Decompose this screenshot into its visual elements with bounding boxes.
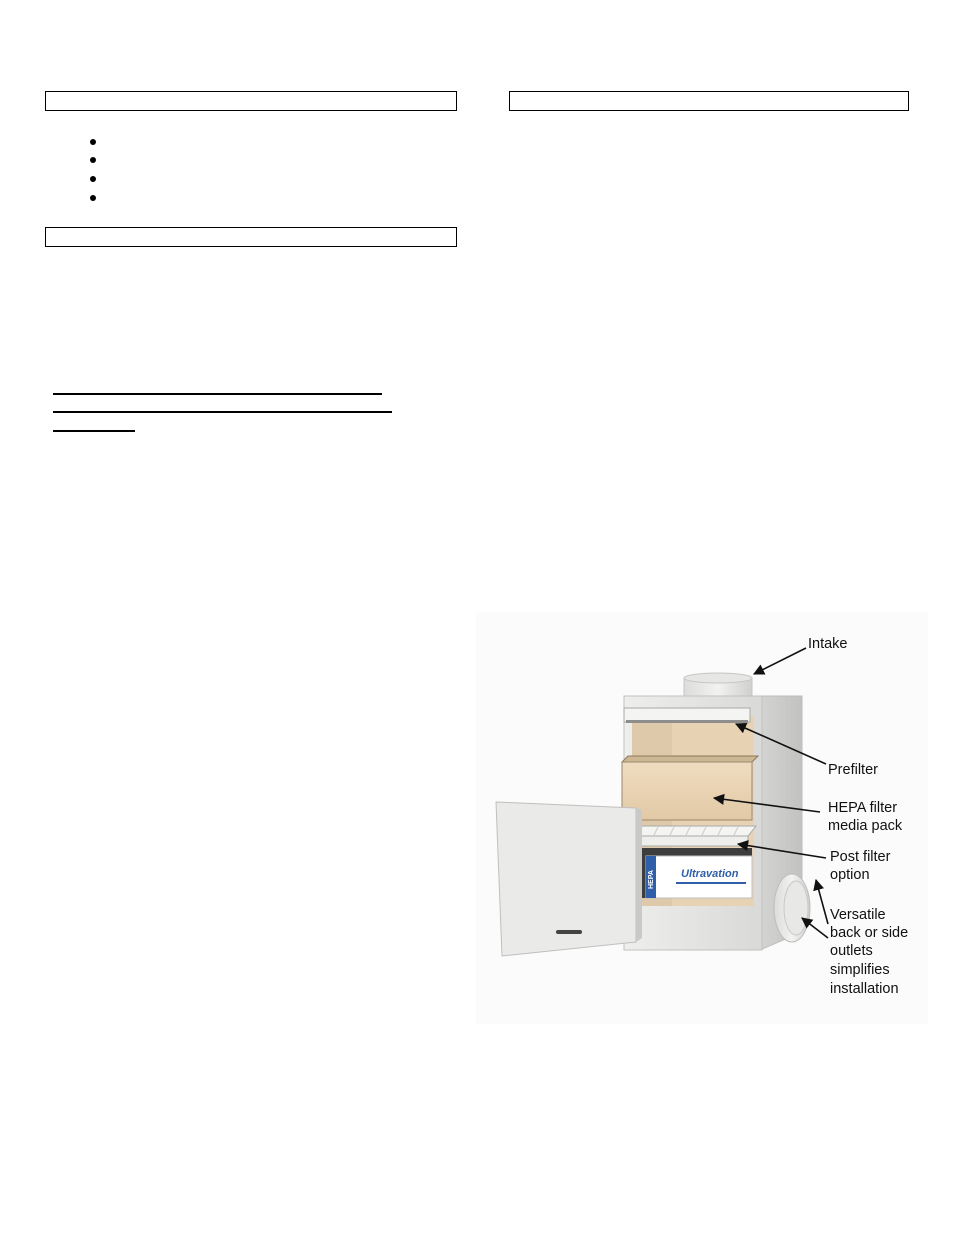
underline-rule — [53, 430, 135, 432]
section-header-box-3 — [509, 91, 909, 111]
intake-pipe-rim — [684, 673, 752, 683]
prefilter-tray — [624, 708, 750, 722]
callout-outlet-4: simplifies — [830, 962, 890, 978]
section-header-box-1 — [45, 91, 457, 111]
callout-outlet-1: Versatile — [830, 907, 886, 923]
callout-prefilter: Prefilter — [828, 762, 878, 778]
callout-intake: Intake — [808, 636, 848, 652]
door-edge — [636, 808, 642, 942]
side-outlet-opening — [784, 881, 808, 935]
callout-post-1: Post filter — [830, 849, 891, 865]
list-bullet — [90, 157, 96, 163]
list-bullet — [90, 195, 96, 201]
callout-hepa-1: HEPA filter — [828, 800, 898, 816]
brand-label: Ultravation — [681, 868, 739, 880]
list-bullet — [90, 176, 96, 182]
underline-rule — [53, 393, 382, 395]
callout-outlet-5: installation — [830, 981, 899, 997]
callout-outlet-3: outlets — [830, 943, 873, 959]
section-header-box-2 — [45, 227, 457, 247]
list-bullet — [90, 139, 96, 145]
door-handle — [556, 930, 582, 934]
hepa-unit-diagram — [476, 612, 928, 1024]
label-underbar — [676, 882, 746, 884]
hepa-pack-top — [622, 756, 758, 762]
callout-post-2: option — [830, 867, 870, 883]
prefilter-edge — [626, 720, 748, 723]
hepa-side-label: HEPA — [648, 870, 655, 889]
callout-outlet-2: back or side — [830, 925, 909, 941]
underline-rule — [53, 411, 392, 413]
callout-hepa-2: media pack — [828, 818, 903, 834]
